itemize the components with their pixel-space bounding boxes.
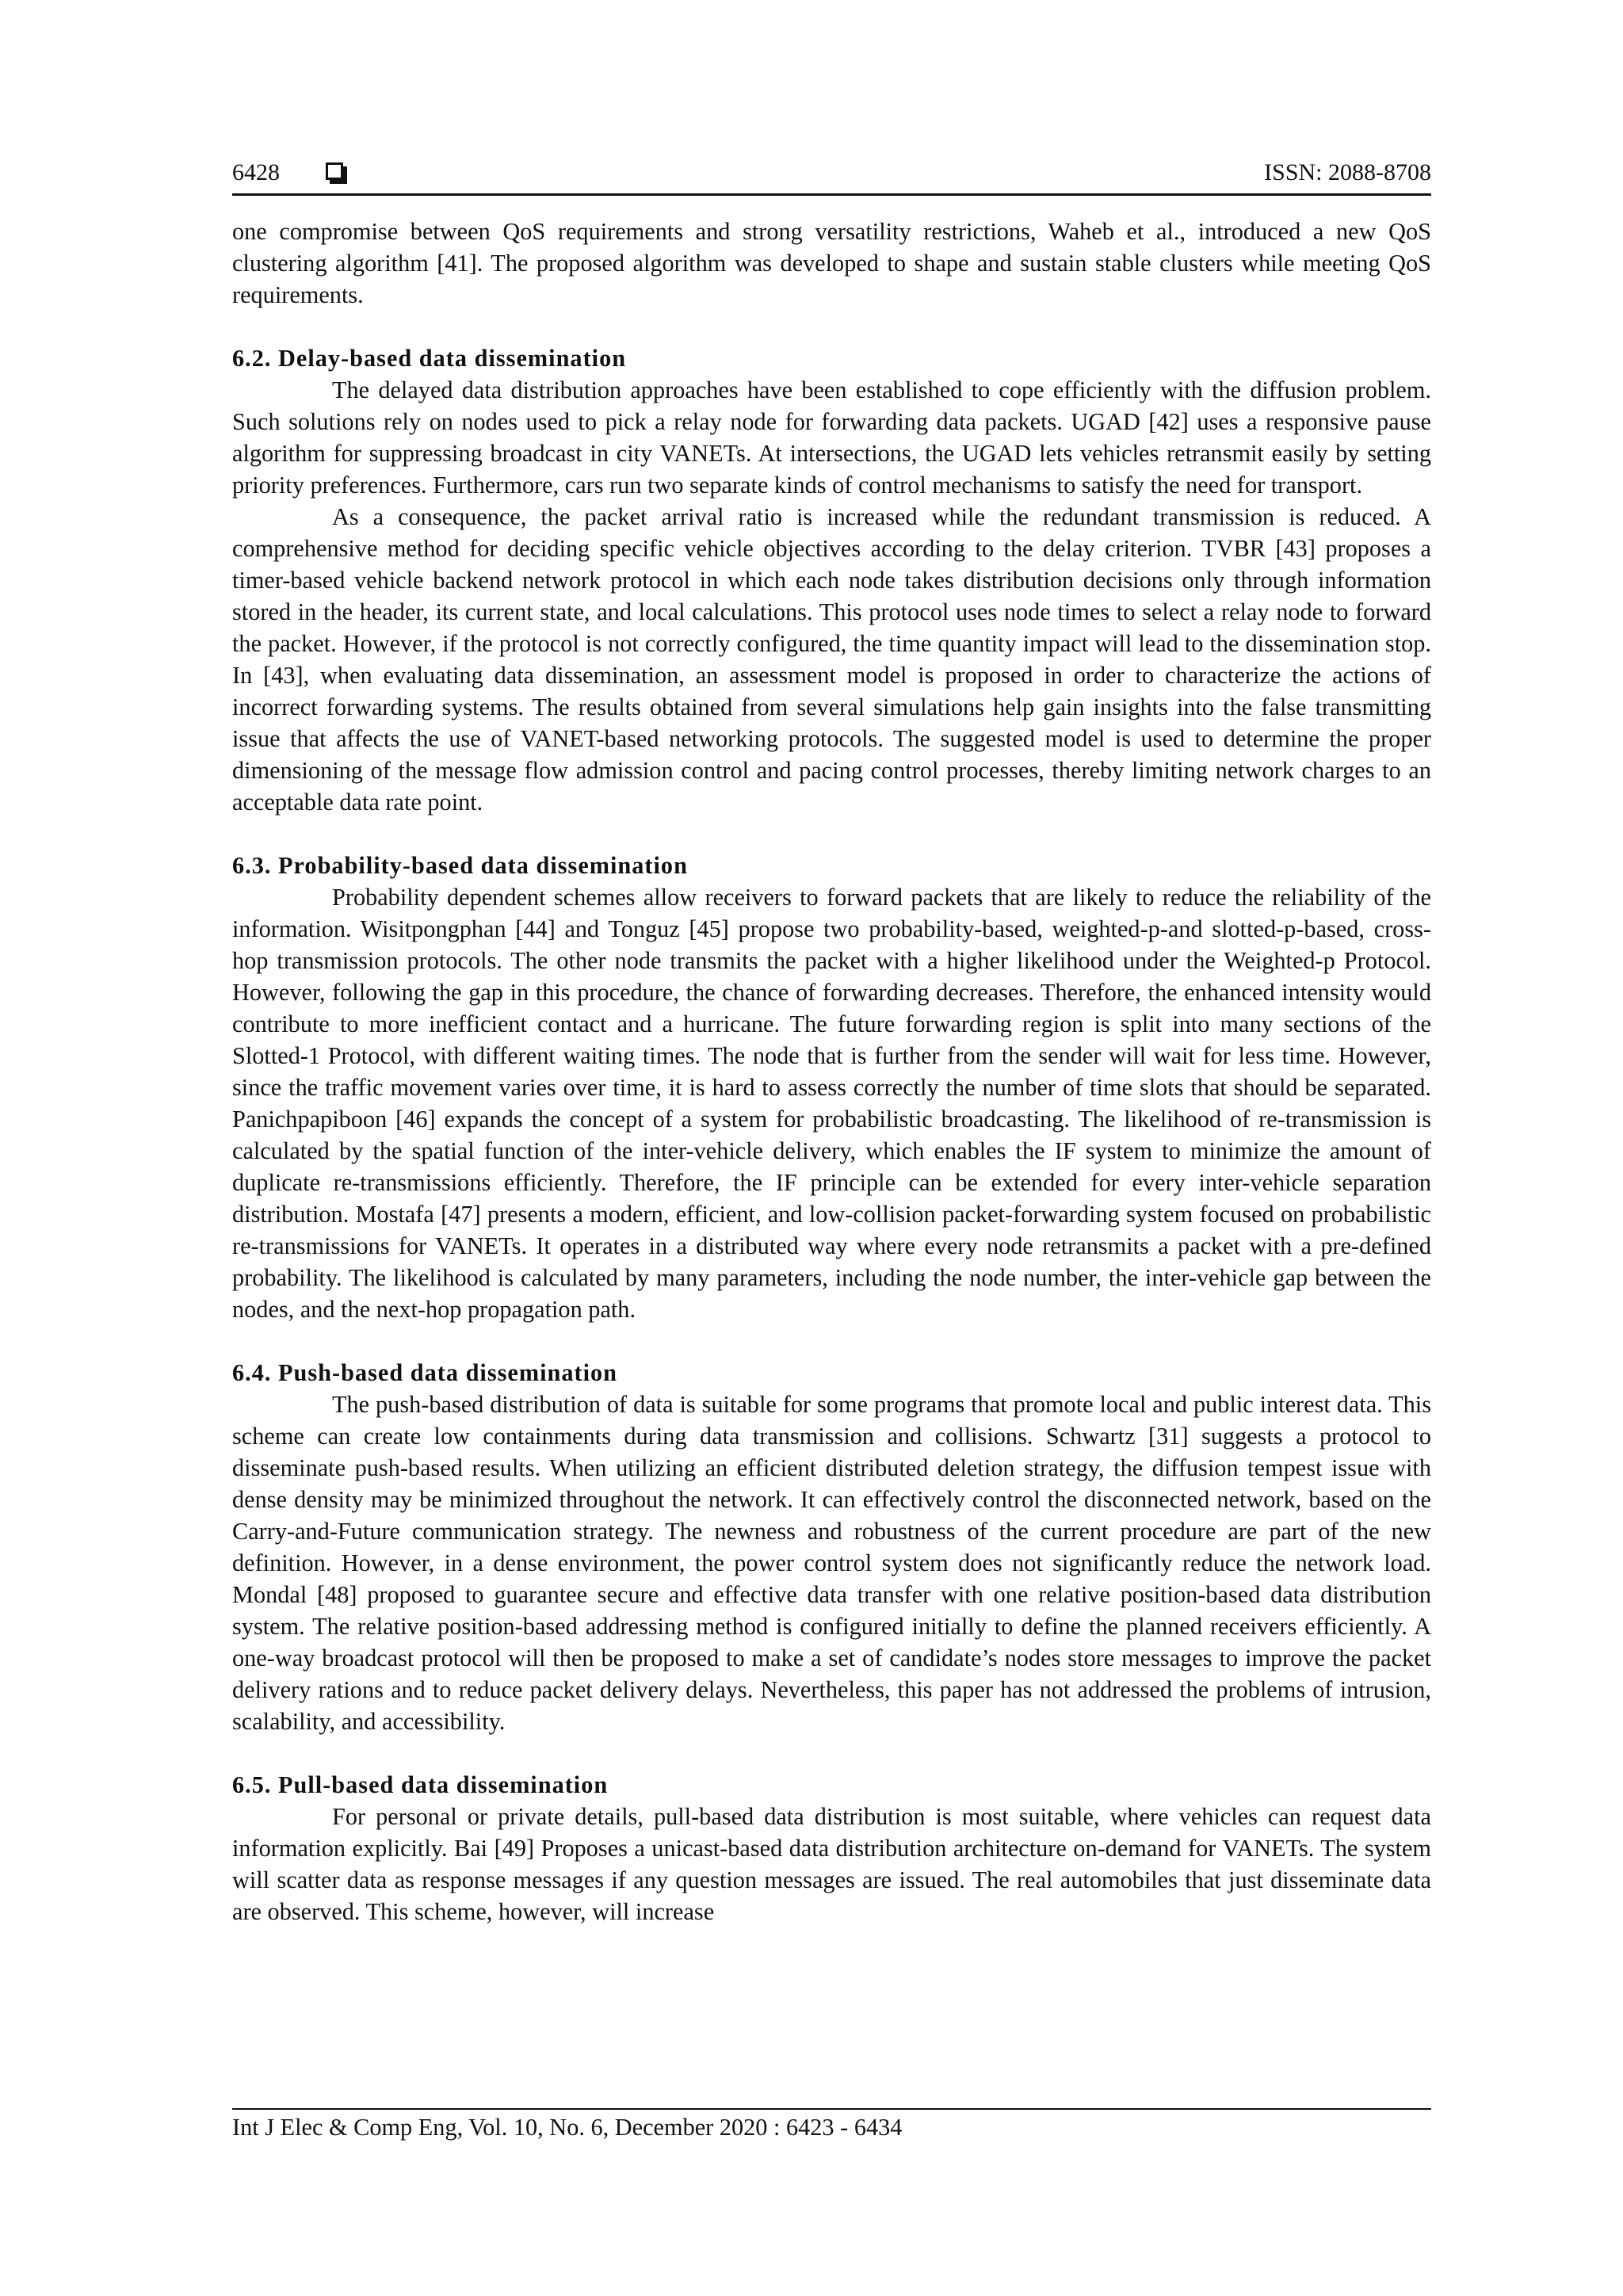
page-footer bbox=[232, 2110, 1431, 2145]
section-6-5-paragraph-1: For personal or private details, pull-based data distribution is most suitable, where vehicles can request data information explicitly. Bai [49] Proposes a unicast-based data distribution architecture on-demand for VANETs. The system will scatter data as response messages if any question messages are issued. The real automobiles that just disseminate data are observed. This scheme, however, will increase bbox=[232, 1803, 1431, 1925]
journal-citation: Int J Elec & Comp Eng, Vol. 10, No. 6, December 2020 : 6423 - 6434 bbox=[232, 2114, 903, 2141]
section-heading-6-2: 6.2. Delay-based data dissemination bbox=[232, 345, 627, 372]
section-heading-6-5: 6.5. Pull-based data dissemination bbox=[232, 1771, 609, 1798]
page-number: 6428 bbox=[232, 159, 280, 185]
section-6-3-paragraph-1: Probability dependent schemes allow receivers to forward packets that are likely to reduce the reliability of the information. Wisitpongphan [44] and Tonguz [45] propose two probability-based, weighted-p-and slotted-p-based, cross-hop transmission protocols. The other node transmits the packet with a higher likelihood under the Weighted-p Protocol. However, following the gap in this procedure, the chance of forwarding decreases. Therefore, the enhanced intensity would contribute to more inefficient contact and a hurricane. The future forwarding region is split into many sections of the Slotted-1 Protocol, with different waiting times. The node that is further from the sender will wait for less time. However, since the traffic movement varies over time, it is hard to assess correctly the number of time slots that should be separated. Panichpapiboon [46] expands the concept of a system for probabilistic broadcasting. The likelihood of re-transmission is calculated by the spatial function of the inter-vehicle delivery, which enables the IF system to minimize the amount of duplicate re-transmissions efficiently. Therefore, the IF principle can be extended for every inter-vehicle separation distribution. Mostafa [47] presents a modern, efficient, and low-collision packet-forwarding system focused on probabilistic re-transmissions for VANETs. It operates in a distributed way where every node retransmits a packet with a pre-defined probability. The likelihood is calculated by many parameters, including the node number, the inter-vehicle gap between the nodes, and the next-hop propagation path. bbox=[232, 884, 1431, 1323]
intro-paragraph: one compromise between QoS requirements and strong versatility restrictions, Waheb et al., introduced a new QoS clustering algorithm [41]. The proposed algorithm was developed to shape and sustain stable clusters while meeting QoS requirements. bbox=[232, 218, 1431, 308]
issn-label: ISSN: 2088-8708 bbox=[1264, 159, 1431, 185]
checkbox-square-icon bbox=[326, 162, 343, 180]
article-body bbox=[232, 216, 1431, 1927]
header-divider bbox=[232, 193, 1431, 196]
section-heading-6-4: 6.4. Push-based data dissemination bbox=[232, 1359, 618, 1386]
section-6-2-paragraph-2: As a consequence, the packet arrival ratio is increased while the redundant transmission is reduced. A comprehensive method for deciding specific vehicle objectives according to the delay criterion. TVBR [43] proposes a timer-based vehicle backend network protocol in which each node takes distribution decisions only through information stored in the header, its current state, and local calculations. This protocol uses node times to select a relay node to forward the packet. However, if the protocol is not correctly configured, the time quantity impact will lead to the dissemination stop. In [43], when evaluating data dissemination, an assessment model is proposed in order to characterize the actions of incorrect forwarding systems. The results obtained from several simulations help gain insights into the false transmitting issue that affects the use of VANET-based networking protocols. The suggested model is used to determine the proper dimensioning of the message flow admission control and pacing control processes, thereby limiting network charges to an acceptable data rate point. bbox=[232, 503, 1431, 816]
section-heading-6-3: 6.3. Probability-based data dissemination bbox=[232, 852, 688, 879]
section-6-4-paragraph-1: The push-based distribution of data is suitable for some programs that promote local and public interest data. This scheme can create low containments during data transmission and collisions. Schwartz [31] suggests a protocol to disseminate push-based results. When utilizing an efficient distributed deletion strategy, the diffusion tempest issue with dense density may be minimized throughout the network. It can effectively control the disconnected network, based on the Carry-and-Future communication strategy. The newness and robustness of the current procedure are part of the new definition. However, in a dense environment, the power control system does not significantly reduce the network load. Mondal [48] proposed to guarantee secure and effective data transfer with one relative position-based data distribution system. The relative position-based addressing method is configured initially to define the planned receivers efficiently. A one-way broadcast protocol will then be proposed to make a set of candidate’s nodes store messages to improve the packet delivery rations and to reduce packet delivery delays. Nevertheless, this paper has not addressed the problems of intrusion, scalability, and accessibility. bbox=[232, 1391, 1431, 1735]
section-6-2-paragraph-1: The delayed data distribution approaches have been established to cope efficiently with the diffusion problem. Such solutions rely on nodes used to pick a relay node for forwarding data packets. UGAD [42] uses a responsive pause algorithm for suppressing broadcast in city VANETs. At intersections, the UGAD lets vehicles retransmit easily by setting priority preferences. Furthermore, cars run two separate kinds of control mechanisms to satisfy the need for transport. bbox=[232, 376, 1431, 499]
page-header bbox=[232, 155, 1431, 190]
